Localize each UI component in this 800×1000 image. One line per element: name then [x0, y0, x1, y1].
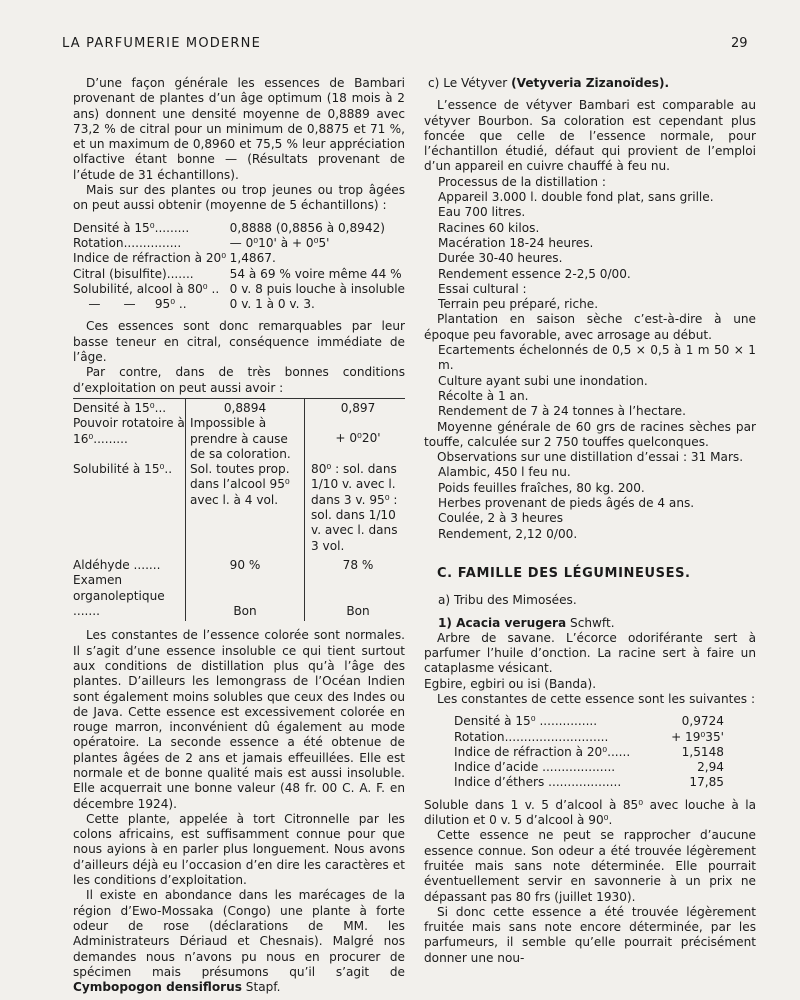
const-label: Densité à 15⁰ ............... — [454, 714, 598, 729]
line: Herbes provenant de pieds âgés de 4 ans. — [438, 496, 695, 511]
section-heading: C. FAMILLE DES LÉGUMINEUSES. — [437, 565, 691, 581]
species-name: Acacia verugera — [456, 615, 567, 630]
cell: Impossible à prendre à cause de sa coloration. — [186, 416, 305, 462]
paragraph: L’essence de vétyver Bambari est comparable au vétyver Bourbon. Sa coloration est cependant plus foncée que celle de l’essence normale, pour l’échantillon étudié, défaut qui provient de l’emploi d’un appareil en cuivre chauffé à feu nu. — [424, 98, 756, 174]
cell: 78 % — [342, 558, 374, 573]
const-label: Indice de réfraction à 20⁰...... — [454, 744, 631, 759]
paragraph — [73, 888, 405, 995]
cell: 90 % — [186, 558, 305, 573]
prop-label: Solubilité, alcool à 80⁰ .. — [73, 281, 220, 296]
const-value: 17,85 — [689, 775, 724, 790]
cell: Bon — [186, 573, 305, 621]
line: Coulée, 2 à 3 heures — [438, 511, 563, 526]
const-value: 2,94 — [697, 760, 724, 775]
prop-label: Indice de réfraction à 20⁰ — [73, 251, 227, 266]
table-row — [73, 462, 405, 558]
line: Egbire, egbiri ou isi (Banda). — [424, 676, 597, 691]
cell: Bon — [346, 604, 370, 619]
prop-value: — 0⁰10' à + 0⁰5' — [229, 235, 330, 250]
line: Racines 60 kilos. — [438, 220, 540, 235]
paragraph: D’une façon générale les essences de Bambari provenant de plantes d’un âge optimum (18 mois à 2 ans) donnent une densité moyenne de 0,8889 avec 73,2 % de citral pour un minimum de 0,8875 et 71 %, et un maximum de 0,8960 et 75,5 % leur appréciation olfactive étant bonne — (Résultats provenant de l’étude de 31 échantillons). — [73, 76, 405, 182]
table-row — [454, 745, 724, 760]
prop-value: 54 à 69 % voire même 44 % — [229, 266, 402, 281]
table-row — [73, 416, 405, 462]
item-number: 1) — [438, 615, 457, 630]
table-row — [73, 267, 405, 282]
species-name: (Vetyveria Zizanoïdes). — [511, 76, 670, 90]
line: Durée 30-40 heures. — [438, 251, 563, 266]
row-label: Densité à 15⁰... — [73, 398, 186, 416]
table-row — [454, 730, 724, 745]
paragraph: Par contre, dans de très bonnes conditions d’exploitation on peut aussi avoir : — [73, 365, 405, 395]
line: Macération 18-24 heures. — [438, 235, 594, 250]
cell: 0,8894 — [186, 398, 305, 416]
const-label: Indice d’acide ................... — [454, 760, 616, 775]
paragraph: Les constantes de cette essence sont les suivantes : — [437, 691, 756, 706]
line: Rendement de 7 à 24 tonnes à l’hectare. — [438, 404, 686, 419]
table-row — [73, 282, 405, 297]
table-row — [454, 760, 724, 775]
species-name: Cymbopogon densiflorus — [73, 980, 242, 995]
prop-label: Densité à 15⁰......... — [73, 220, 190, 235]
right-column — [424, 76, 756, 966]
row-label: Examen organoleptique ....... — [73, 573, 165, 619]
paragraph-text: Il existe en abondance dans les marécages de la région d’Ewo-Mossaka (Congo) une plante à forte odeur de rose (déclarations de MM. les Administrateurs Dériaud et Chesnais). Malgré nos demandes nous n’avons pu nous en procurer de spécimen mais présumons qu’il s’agit de — [73, 888, 405, 979]
cell: 0,897 — [305, 398, 406, 416]
prop-value: 0 v. 8 puis louche à insoluble — [229, 281, 405, 296]
table-row — [73, 297, 405, 312]
subsection-label: c) Le Vétyver — [428, 76, 512, 90]
const-label: Indice d’éthers ................... — [454, 775, 622, 790]
page-number: 29 — [731, 36, 748, 51]
const-label: Rotation........................... — [454, 729, 609, 744]
comparison-table — [73, 398, 405, 621]
paragraph: Les constantes de l’essence colorée sont normales. Il s’agit d’une essence insoluble ce qui tient surtout aux conditions de distillation plus qu’à l’âge des plantes. D’ailleurs les lemongrass de l’Océan Indien sont également moins solubles que ceux des Indes ou de Java. Cette essence est excessivement colorée en rouge marron, inconvénient dû également au mode opératoire. La seconde essence a été obtenue de plantes âgées de 2 ans et jamais effeuillées. Elle est normale et de bonne qualité mais est aussi insoluble. Elle acquerrait une bonne valeur (48 fr. 00 C. A. F. en décembre 1924). — [73, 628, 405, 811]
left-column — [73, 76, 405, 995]
line: Culture ayant subi une inondation. — [438, 373, 648, 388]
const-value: 0,9724 — [681, 714, 724, 729]
paragraph: Plantation en saison sèche c’est-à-dire à une époque peu favorable, avec arrosage au début. — [424, 312, 756, 342]
table-row — [73, 251, 405, 266]
paragraph: Cette essence ne peut se rapprocher d’aucune essence connue. Son odeur a été trouvée légèrement fruitée mais sans note déterminée. Elle pourrait éventuellement servir en savonnerie à un prix ne dépassant pas 80 frs (juillet 1930). — [424, 828, 756, 904]
table-row — [454, 775, 724, 790]
line: Eau 700 litres. — [438, 205, 526, 220]
line: Terrain peu préparé, riche. — [438, 297, 599, 312]
paragraph: Mais sur des plantes ou trop jeunes ou trop âgées on peut aussi obtenir (moyenne de 5 échantillons) : — [73, 183, 405, 213]
prop-value: 0,8888 (0,8856 à 0,8942) — [229, 220, 385, 235]
const-value: 1,5148 — [681, 744, 724, 759]
table-row — [73, 573, 405, 621]
line: Essai cultural : — [438, 281, 527, 296]
table-row — [73, 558, 405, 573]
subsection-heading — [424, 76, 756, 91]
row-label: Solubilité à 15⁰.. — [73, 462, 173, 477]
table-row — [73, 398, 405, 416]
species-author: Schwft. — [566, 615, 615, 630]
properties-table — [73, 221, 405, 313]
paragraph: Ces essences sont donc remarquables par leur basse teneur en citral, conséquence immédiate de l’âge. — [73, 319, 405, 365]
running-title: LA PARFUMERIE MODERNE — [62, 36, 261, 51]
line: Appareil 3.000 l. double fond plat, sans grille. — [438, 190, 714, 205]
cell: 80⁰ : sol. dans 1/10 v. avec l. dans 3 v. 95⁰ : sol. dans 1/10 v. avec l. dans 3 vol. — [311, 462, 398, 553]
prop-label: Citral (bisulfite)....... — [73, 266, 194, 281]
prop-label: Rotation............... — [73, 235, 182, 250]
prop-value: 1,4867. — [229, 251, 276, 266]
tribe-heading: a) Tribu des Mimosées. — [438, 593, 577, 608]
prop-value: 0 v. 1 à 0 v. 3. — [229, 297, 315, 312]
prop-label: — — 95⁰ .. — [73, 297, 187, 312]
paragraph: Observations sur une distillation d’essai : 31 Mars. — [437, 450, 744, 465]
paragraph: Si donc cette essence a été trouvée légèrement fruitée mais sans note encore déterminée, par les parfumeurs, il semble qu’elle pourrait précisément donner une nou- — [424, 904, 756, 965]
cell: + 0⁰20' — [335, 431, 381, 446]
line: Poids feuilles fraîches, 80 kg. 200. — [438, 480, 645, 495]
table-row — [73, 236, 405, 251]
line: Alambic, 450 l feu nu. — [438, 465, 571, 480]
line: Ecartements échelonnés de 0,5 × 0,5 à 1 m 50 × 1 m. — [438, 343, 756, 373]
line: Récolte à 1 an. — [438, 388, 529, 403]
cell: Sol. toutes prop. dans l’alcool 95⁰ avec l. à 4 vol. — [186, 462, 305, 558]
paragraph: Soluble dans 1 v. 5 d’alcool à 85⁰ avec louche à la dilution et 0 v. 5 d’alcool à 90⁰. — [424, 797, 756, 828]
row-label: Pouvoir rotatoire à 16⁰......... — [73, 416, 185, 446]
row-label: Aldéhyde ....... — [73, 558, 161, 573]
paragraph: Moyenne générale de 60 grs de racines sèches par touffe, calculée sur 2 750 touffes quelconques. — [424, 419, 756, 449]
item-heading — [424, 616, 756, 631]
table-row — [454, 714, 724, 729]
paragraph: Arbre de savane. L’écorce odoriférante sert à parfumer l’huile d’onction. La racine sert à faire un cataplasme vésicant. — [424, 630, 756, 676]
line: Rendement, 2,12 0/00. — [438, 526, 578, 541]
table-row — [73, 221, 405, 236]
const-value: + 19⁰35' — [671, 729, 724, 744]
line: Processus de la distillation : — [438, 174, 606, 189]
constants-table — [454, 714, 724, 790]
line: Rendement essence 2-2,5 0/00. — [438, 266, 631, 281]
paragraph: Cette plante, appelée à tort Citronnelle par les colons africains, est suffisamment connue pour que nous ayions à en parler plus longuement. Nous avons d’ailleurs déjà eu l’occasion d’en dire les caractères et les conditions d’exploitation. — [73, 811, 405, 888]
species-author: Stapf. — [241, 980, 281, 995]
